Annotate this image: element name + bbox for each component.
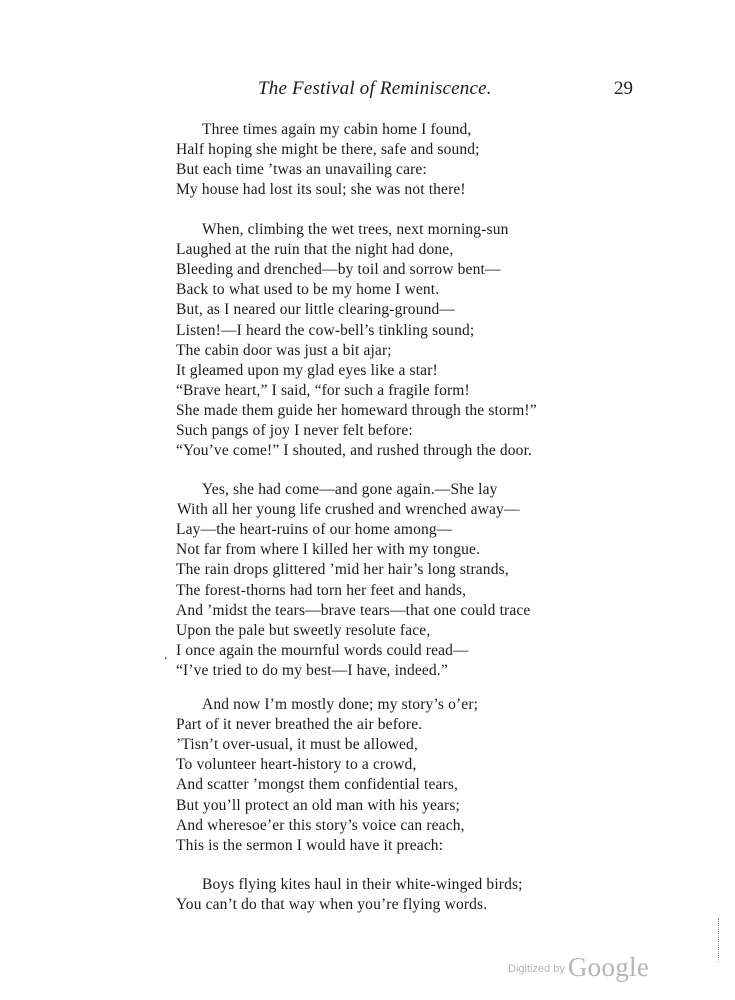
poem-line: “I’ve tried to do my best—I have, indeed.” <box>176 661 448 679</box>
poem-line: With all her young life crushed and wrenched away— <box>177 501 520 519</box>
poem-line: Upon the pale but sweetly resolute face, <box>176 621 431 639</box>
poem-line: I once again the mournful words could read— <box>176 641 469 659</box>
poem-line: And ’midst the tears—brave tears—that one could trace <box>176 601 531 619</box>
poem-line: Boys flying kites haul in their white-winged birds; <box>202 876 523 893</box>
poem-line: The rain drops glittered ’mid her hair’s long strands, <box>176 561 509 579</box>
poem-line: Not far from where I killed her with my tongue. <box>176 541 481 559</box>
poem-line: Such pangs of joy I never felt before: <box>176 422 413 439</box>
poem-line: Listen!—I heard the cow-bell’s tinkling sound; <box>176 321 475 339</box>
poem-line: But you’ll protect an old man with his years; <box>176 796 460 814</box>
poem-line: ’Tisn’t over-usual, it must be allowed, <box>176 736 418 754</box>
poem-line: My house had lost its soul; she was not there! <box>176 181 466 199</box>
poem-line: You can’t do that way when you’re flying words. <box>176 896 488 914</box>
running-title: The Festival of Reminiscence. <box>258 78 492 99</box>
poem-line: “You’ve come!” I shouted, and rushed through the door. <box>176 442 533 460</box>
poem-line: Bleeding and drenched—by toil and sorrow bent— <box>176 261 501 279</box>
poem-line: Laughed at the ruin that the night had done, <box>176 241 454 259</box>
poem-line: And scatter ’mongst them confidential tears, <box>176 776 459 794</box>
poem-line: Half hoping she might be there, safe and sound; <box>176 141 480 159</box>
poem-line: She made them guide her homeward through the storm!” <box>176 401 537 419</box>
poem-line: Yes, she had come—and gone again.—She lay <box>202 481 498 498</box>
poem-line: But, as I neared our little clearing-ground— <box>176 301 456 319</box>
poem-line: It gleamed upon my glad eyes like a star! <box>176 361 438 379</box>
watermark-prefix: Digitized by <box>508 963 565 975</box>
poem-line: To volunteer heart-history to a crowd, <box>176 756 417 774</box>
page-number: 29 <box>614 78 633 99</box>
poem-line: And now I’m mostly done; my story’s o’er; <box>202 696 479 713</box>
poem-line: Lay—the heart-ruins of our home among— <box>176 521 453 539</box>
poem-line: The cabin door was just a bit ajar; <box>176 341 392 359</box>
digitized-watermark <box>508 952 649 983</box>
poem-line: Part of it never breathed the air before. <box>176 716 423 734</box>
poem-line: The forest-thorns had torn her feet and hands, <box>176 581 467 599</box>
poem-line: But each time ’twas an unavailing care: <box>176 161 427 179</box>
poem-line: Back to what used to be my home I went. <box>176 281 440 299</box>
poem-line: “Brave heart,” I said, “for such a fragile form! <box>176 381 470 399</box>
margin-dot-mark: . <box>164 648 168 663</box>
poem-line: This is the sermon I would have it preach: <box>176 836 444 854</box>
poem-line: Three times again my cabin home I found, <box>202 121 472 138</box>
google-logo: Google <box>567 952 650 982</box>
scan-edge-marks <box>718 918 721 962</box>
poem-line: When, climbing the wet trees, next morning-sun <box>202 221 509 238</box>
poem-line: And wheresoe’er this story’s voice can reach, <box>176 816 465 834</box>
